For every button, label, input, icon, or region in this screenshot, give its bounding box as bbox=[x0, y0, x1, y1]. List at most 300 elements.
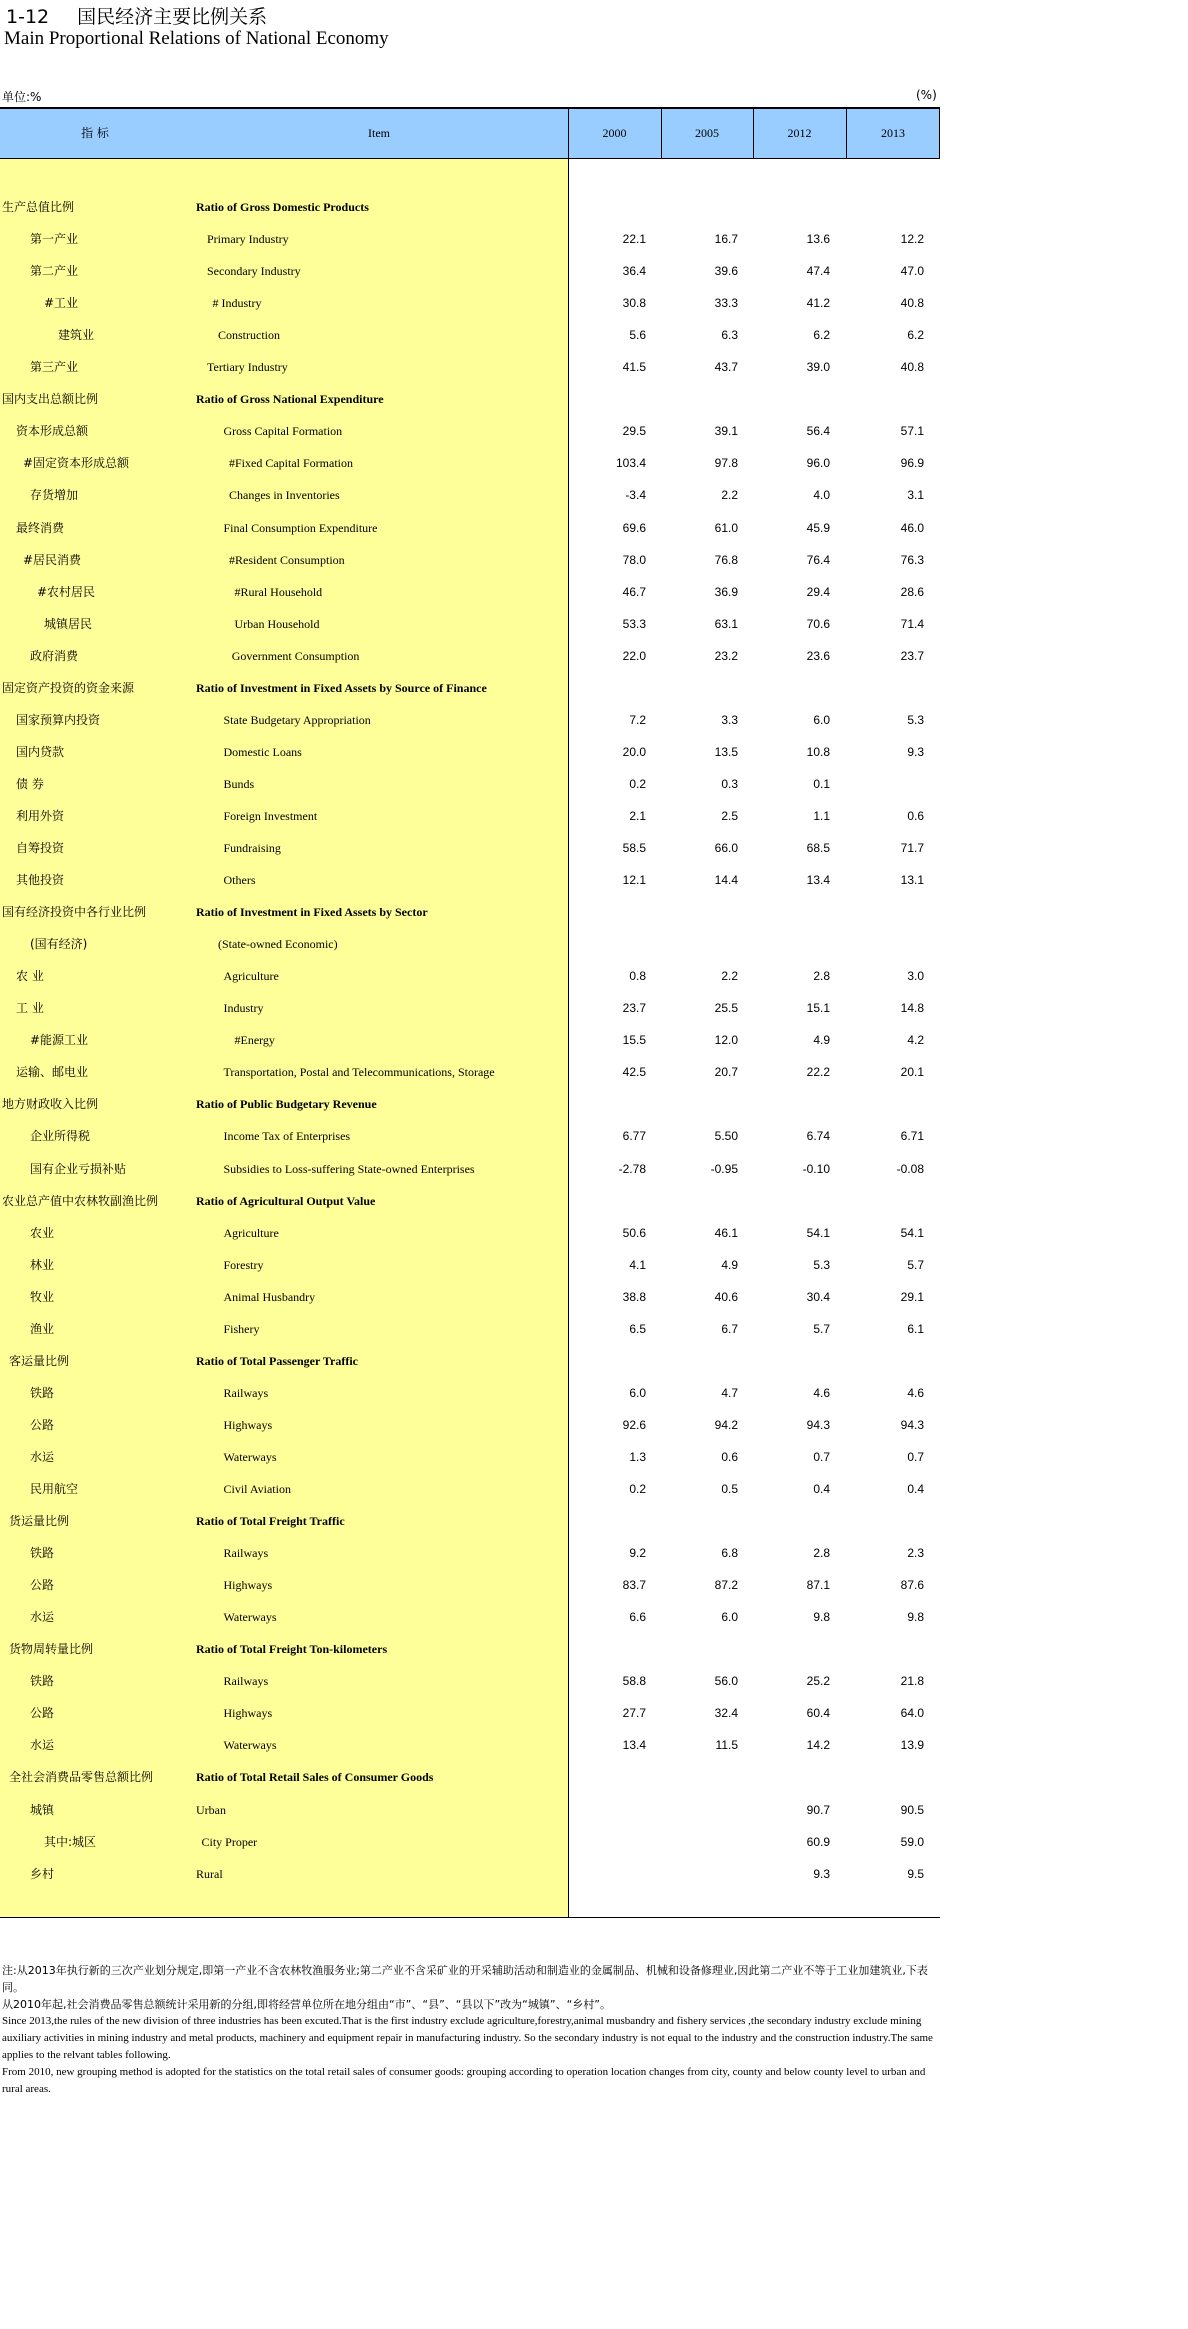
row-label-cn: 农业 bbox=[30, 1225, 55, 1240]
row-value-2013: 29.1 bbox=[900, 1289, 924, 1304]
table-row bbox=[0, 1217, 940, 1249]
row-value-2013: 13.9 bbox=[900, 1738, 924, 1753]
row-value-2005: 32.4 bbox=[714, 1706, 738, 1721]
row-label-cn: 国有经济投资中各行业比例 bbox=[2, 905, 147, 920]
row-label-en: Transportation, Postal and Telecommunications, Storage bbox=[223, 1065, 495, 1080]
row-label-cn: 全社会消费品零售总额比例 bbox=[9, 1770, 154, 1785]
row-value-2012: 39.0 bbox=[806, 360, 830, 375]
row-value-2000: 4.1 bbox=[629, 1257, 646, 1272]
row-value-2000: 69.6 bbox=[622, 520, 646, 535]
column-divider-right bbox=[939, 109, 940, 158]
row-label-en: (State-owned Economic) bbox=[218, 937, 338, 952]
row-label-cn: 固定资产投资的资金来源 bbox=[2, 680, 135, 695]
row-value-2000: 20.0 bbox=[622, 744, 646, 759]
row-label-cn: 第二产业 bbox=[30, 264, 79, 279]
row-label-en: Highways bbox=[223, 1417, 273, 1432]
row-value-2005: 25.5 bbox=[714, 1001, 738, 1016]
row-value-2000: 41.5 bbox=[622, 360, 646, 375]
row-value-2013: 64.0 bbox=[900, 1706, 924, 1721]
row-value-2012: 9.8 bbox=[813, 1610, 830, 1625]
row-label-en: Others bbox=[223, 873, 256, 888]
row-label-en: Ratio of Total Retail Sales of Consumer Goods bbox=[196, 1770, 434, 1785]
row-value-2005: 23.2 bbox=[714, 648, 738, 663]
row-value-2005: 36.9 bbox=[714, 584, 738, 599]
row-value-2005: 4.7 bbox=[721, 1385, 738, 1400]
row-label-en: Income Tax of Enterprises bbox=[223, 1129, 351, 1144]
row-label-cn: 国有企业亏损补贴 bbox=[30, 1161, 127, 1176]
row-label-cn: #居民消费 bbox=[23, 552, 82, 567]
row-label-en: # Industry bbox=[212, 296, 262, 311]
row-label-en: Ratio of Investment in Fixed Assets by Source of Finance bbox=[196, 680, 487, 695]
row-value-2000: 0.8 bbox=[629, 969, 646, 984]
table-row bbox=[0, 255, 940, 287]
row-value-2000: 83.7 bbox=[622, 1578, 646, 1593]
row-value-2012: 1.1 bbox=[813, 808, 830, 823]
footnotes bbox=[2, 1962, 938, 2098]
row-label-en: Highways bbox=[223, 1578, 273, 1593]
table-number: 1-12 bbox=[6, 6, 50, 28]
row-value-2000: 7.2 bbox=[629, 712, 646, 727]
row-value-2012: 13.6 bbox=[806, 232, 830, 247]
row-label-en: Gross Capital Formation bbox=[223, 424, 343, 439]
table-row bbox=[0, 1313, 940, 1345]
header-year-2012: 2012 bbox=[787, 126, 812, 140]
row-value-2005: 6.8 bbox=[721, 1546, 738, 1561]
row-label-en: Domestic Loans bbox=[223, 744, 302, 759]
row-label-en: Railways bbox=[223, 1674, 269, 1689]
row-value-2005: 40.6 bbox=[714, 1289, 738, 1304]
row-value-2013: 23.7 bbox=[900, 648, 924, 663]
row-value-2012: 60.4 bbox=[806, 1706, 830, 1721]
row-label-cn: 铁路 bbox=[30, 1385, 55, 1400]
table-row bbox=[0, 479, 940, 511]
row-label-cn: 运输、邮电业 bbox=[16, 1065, 89, 1080]
row-value-2013: 0.4 bbox=[907, 1482, 924, 1496]
unit-label-cn: 单位:% bbox=[2, 90, 42, 104]
table-row bbox=[0, 319, 940, 351]
row-label-en: Changes in Inventories bbox=[229, 488, 340, 503]
table-row bbox=[0, 1345, 940, 1377]
row-value-2005: 13.5 bbox=[714, 744, 738, 759]
table-row bbox=[0, 1569, 940, 1601]
title-cn-text: 国民经济主要比例关系 bbox=[77, 6, 268, 28]
row-label-cn: 国内贷款 bbox=[16, 744, 65, 759]
header-item-en: Item bbox=[368, 126, 390, 140]
row-value-2000: 5.6 bbox=[629, 328, 646, 343]
table-header bbox=[0, 109, 940, 159]
row-value-2012: 6.0 bbox=[813, 712, 830, 727]
row-value-2000: 92.6 bbox=[622, 1417, 646, 1432]
row-value-2005: 11.5 bbox=[715, 1738, 738, 1753]
row-label-cn: 农 业 bbox=[16, 969, 44, 984]
table-row bbox=[0, 383, 940, 415]
row-value-2005: 97.8 bbox=[714, 456, 738, 471]
row-value-2005: 20.7 bbox=[714, 1065, 738, 1080]
row-value-2000: 15.5 bbox=[622, 1033, 646, 1048]
table-row bbox=[0, 1537, 940, 1569]
row-label-en: #Energy bbox=[234, 1033, 275, 1048]
row-value-2012: 4.6 bbox=[813, 1385, 830, 1400]
row-label-cn: 城镇 bbox=[30, 1802, 55, 1817]
row-value-2012: 23.6 bbox=[806, 648, 830, 663]
row-value-2000: 1.3 bbox=[629, 1449, 646, 1464]
row-label-cn: 第三产业 bbox=[30, 360, 79, 375]
row-value-2013: 96.9 bbox=[900, 456, 924, 471]
row-value-2005: 63.1 bbox=[714, 616, 738, 631]
row-value-2005: 6.3 bbox=[721, 328, 738, 343]
row-value-2005: 76.8 bbox=[714, 552, 738, 567]
row-value-2012: 15.1 bbox=[806, 1001, 830, 1016]
row-value-2012: 9.3 bbox=[813, 1866, 830, 1881]
row-value-2013: 6.1 bbox=[907, 1321, 924, 1336]
row-label-cn: #工业 bbox=[44, 296, 79, 311]
row-label-en: Construction bbox=[218, 328, 280, 343]
row-value-2005: 87.2 bbox=[714, 1578, 738, 1593]
row-label-cn: 民用航空 bbox=[30, 1482, 79, 1496]
row-value-2013: 4.2 bbox=[907, 1033, 924, 1048]
row-label-cn: 最终消费 bbox=[16, 520, 65, 535]
table-row bbox=[0, 576, 940, 608]
row-label-cn: #固定资本形成总额 bbox=[23, 456, 130, 471]
row-label-en: Government Consumption bbox=[231, 648, 360, 663]
row-value-2013: 28.6 bbox=[900, 584, 924, 599]
table-row bbox=[0, 1441, 940, 1473]
row-label-cn: 水运 bbox=[30, 1449, 55, 1464]
row-value-2013: 71.7 bbox=[900, 841, 924, 855]
row-label-en: Forestry bbox=[223, 1257, 264, 1272]
table-row bbox=[0, 1794, 940, 1826]
row-label-cn: 货物周转量比例 bbox=[9, 1642, 94, 1657]
row-value-2005: 39.1 bbox=[714, 424, 738, 439]
row-value-2005: 5.50 bbox=[714, 1129, 738, 1144]
table-row bbox=[0, 960, 940, 992]
row-label-en: Ratio of Total Freight Ton-kilometers bbox=[196, 1642, 388, 1657]
table-row bbox=[0, 544, 940, 576]
row-value-2005: 3.3 bbox=[721, 712, 738, 727]
row-value-2000: 13.4 bbox=[622, 1738, 646, 1753]
row-value-2013: 14.8 bbox=[900, 1001, 924, 1016]
table-row bbox=[0, 608, 940, 640]
row-value-2005: 6.0 bbox=[721, 1610, 738, 1625]
row-label-en: Ratio of Gross Domestic Products bbox=[196, 200, 369, 214]
row-value-2013: 94.3 bbox=[900, 1417, 924, 1432]
row-value-2000: 46.7 bbox=[622, 584, 646, 599]
row-value-2012: 0.7 bbox=[813, 1449, 830, 1464]
row-value-2000: -3.4 bbox=[625, 488, 646, 503]
row-value-2000: 27.7 bbox=[622, 1706, 646, 1721]
table-row bbox=[0, 1505, 940, 1537]
row-label-cn: 自筹投资 bbox=[16, 841, 65, 855]
row-value-2013: 3.0 bbox=[907, 969, 924, 984]
row-value-2013: 40.8 bbox=[900, 296, 924, 311]
header-indicator-cn: 指 标 bbox=[81, 126, 109, 140]
note-cn-2: 从2010年起,社会消费品零售总额统计采用新的分组,即将经营单位所在地分组由“市”、“县”、“县以下”改为“城镇”、“乡村”。 bbox=[2, 1998, 611, 2011]
row-value-2013: 13.1 bbox=[900, 873, 924, 888]
row-value-2012: 68.5 bbox=[806, 841, 830, 855]
row-value-2012: 90.7 bbox=[806, 1802, 830, 1817]
row-value-2000: 6.77 bbox=[622, 1129, 646, 1144]
row-label-cn: 公路 bbox=[30, 1417, 55, 1432]
row-label-cn: #农村居民 bbox=[37, 584, 96, 599]
note-en-2: From 2010, new grouping method is adopted for the statistics on the total retail sales of consumer goods: grouping according to operation location changes from city, county and below county level to urban and rural areas. bbox=[2, 2066, 926, 2095]
row-value-2012: 0.1 bbox=[813, 776, 830, 791]
row-label-cn: 第一产业 bbox=[30, 232, 79, 247]
table-row bbox=[0, 1601, 940, 1633]
table-row bbox=[0, 1729, 940, 1761]
table-row bbox=[0, 928, 940, 960]
row-value-2013: 4.6 bbox=[907, 1385, 924, 1400]
table-row bbox=[0, 1281, 940, 1313]
table-row bbox=[0, 768, 940, 800]
row-label-cn: 林业 bbox=[30, 1257, 55, 1272]
row-label-cn: 其中:城区 bbox=[44, 1834, 97, 1849]
row-value-2000: 12.1 bbox=[622, 873, 646, 888]
table-row bbox=[0, 1120, 940, 1152]
table-row bbox=[0, 896, 940, 928]
row-value-2012: 87.1 bbox=[806, 1578, 830, 1593]
row-label-cn: 货运量比例 bbox=[9, 1514, 70, 1529]
row-value-2005: 2.2 bbox=[721, 969, 738, 984]
row-label-en: Ratio of Investment in Fixed Assets by Sector bbox=[196, 905, 428, 920]
row-label-cn: 企业所得税 bbox=[30, 1129, 91, 1144]
row-label-cn: 债 券 bbox=[16, 776, 44, 791]
row-label-en: Ratio of Public Budgetary Revenue bbox=[196, 1097, 377, 1112]
row-value-2000: 23.7 bbox=[622, 1001, 646, 1016]
row-label-cn: 城镇居民 bbox=[44, 616, 93, 631]
row-value-2005: 16.7 bbox=[714, 232, 738, 247]
table-row bbox=[0, 1826, 940, 1858]
row-label-cn: 牧业 bbox=[30, 1289, 55, 1304]
row-label-en: Railways bbox=[223, 1385, 269, 1400]
row-value-2005: -0.95 bbox=[710, 1161, 738, 1176]
table-row bbox=[0, 1761, 940, 1793]
row-label-cn: 乡村 bbox=[30, 1866, 55, 1881]
row-value-2012: -0.10 bbox=[802, 1161, 830, 1176]
row-value-2000: -2.78 bbox=[618, 1161, 646, 1176]
table-row bbox=[0, 1409, 940, 1441]
row-value-2000: 6.0 bbox=[629, 1385, 646, 1400]
header-year-2000: 2000 bbox=[602, 126, 627, 140]
row-label-en: Railways bbox=[223, 1546, 269, 1561]
table-row bbox=[0, 640, 940, 672]
header-year-2013: 2013 bbox=[881, 126, 905, 140]
row-value-2013: 12.2 bbox=[900, 232, 924, 247]
row-label-en: Urban Household bbox=[234, 616, 320, 631]
row-value-2012: 54.1 bbox=[806, 1225, 830, 1240]
row-value-2005: 0.3 bbox=[721, 776, 738, 791]
row-value-2000: 78.0 bbox=[622, 552, 646, 567]
table-row bbox=[0, 1024, 940, 1056]
column-divider-2012 bbox=[753, 109, 754, 158]
row-value-2000: 2.1 bbox=[629, 808, 646, 823]
row-value-2012: 30.4 bbox=[806, 1289, 830, 1304]
row-label-en: #Fixed Capital Formation bbox=[229, 456, 353, 471]
row-label-en: Waterways bbox=[223, 1610, 277, 1625]
row-label-en: Tertiary Industry bbox=[207, 360, 288, 375]
row-value-2013: 59.0 bbox=[900, 1834, 924, 1849]
row-value-2005: 14.4 bbox=[714, 873, 738, 888]
row-value-2012: 94.3 bbox=[806, 1417, 830, 1432]
row-value-2013: 9.3 bbox=[907, 744, 924, 759]
table-row bbox=[0, 1633, 940, 1665]
row-value-2012: 45.9 bbox=[806, 520, 830, 535]
row-label-en: Animal Husbandry bbox=[223, 1289, 316, 1304]
table-row bbox=[0, 351, 940, 383]
row-label-en: Fishery bbox=[223, 1321, 260, 1336]
row-label-cn: 铁路 bbox=[30, 1546, 55, 1561]
row-value-2012: 25.2 bbox=[806, 1674, 830, 1689]
row-value-2000: 53.3 bbox=[622, 616, 646, 631]
row-value-2000: 103.4 bbox=[615, 456, 646, 471]
table-row bbox=[0, 736, 940, 768]
table-row bbox=[0, 1665, 940, 1697]
row-value-2000: 6.5 bbox=[629, 1321, 646, 1336]
row-value-2013: 40.8 bbox=[900, 360, 924, 375]
row-value-2013: 2.3 bbox=[907, 1546, 924, 1561]
row-value-2012: 0.4 bbox=[813, 1482, 830, 1496]
table-row bbox=[0, 1377, 940, 1409]
table-row bbox=[0, 1088, 940, 1120]
row-value-2005: 61.0 bbox=[714, 520, 738, 535]
row-value-2005: 0.5 bbox=[721, 1482, 738, 1496]
row-value-2000: 58.8 bbox=[622, 1674, 646, 1689]
row-label-en: Subsidies to Loss-suffering State-owned Enterprises bbox=[223, 1161, 475, 1176]
table-row bbox=[0, 223, 940, 255]
row-label-cn: 客运量比例 bbox=[9, 1353, 70, 1368]
row-label-cn: 农业总产值中农林牧副渔比例 bbox=[2, 1193, 159, 1208]
row-label-cn: 国家预算内投资 bbox=[16, 712, 101, 727]
row-label-en: Waterways bbox=[223, 1738, 277, 1753]
row-label-cn: #能源工业 bbox=[30, 1033, 89, 1048]
table-row bbox=[0, 1858, 940, 1890]
column-divider-2013 bbox=[846, 109, 847, 158]
row-value-2000: 50.6 bbox=[622, 1225, 646, 1240]
row-label-en: Highways bbox=[223, 1706, 273, 1721]
row-label-en: Waterways bbox=[223, 1449, 277, 1464]
row-label-cn: 存货增加 bbox=[30, 488, 79, 503]
row-label-cn: 工 业 bbox=[16, 1001, 44, 1016]
table-row bbox=[0, 672, 940, 704]
row-label-cn: 国内支出总额比例 bbox=[2, 392, 99, 407]
row-label-en: Ratio of Gross National Expenditure bbox=[196, 392, 384, 407]
row-value-2005: 56.0 bbox=[714, 1674, 738, 1689]
table-row bbox=[0, 992, 940, 1024]
row-value-2012: 60.9 bbox=[806, 1834, 830, 1849]
row-value-2013: 5.3 bbox=[907, 712, 924, 727]
row-value-2012: 41.2 bbox=[806, 296, 830, 311]
row-value-2000: 0.2 bbox=[629, 1482, 646, 1496]
row-value-2000: 58.5 bbox=[622, 841, 646, 855]
row-label-en: Fundraising bbox=[223, 841, 281, 855]
row-value-2012: 6.2 bbox=[813, 328, 830, 343]
table-row bbox=[0, 704, 940, 736]
row-label-en: #Rural Household bbox=[234, 584, 323, 599]
row-value-2013: 9.5 bbox=[907, 1866, 924, 1881]
row-label-cn: 渔业 bbox=[30, 1321, 55, 1336]
row-value-2013: 71.4 bbox=[900, 616, 924, 631]
row-value-2005: 2.2 bbox=[721, 488, 738, 503]
row-value-2005: 46.1 bbox=[714, 1225, 738, 1240]
row-value-2012: 2.8 bbox=[813, 969, 830, 984]
row-label-en: Industry bbox=[223, 1001, 264, 1016]
table-row bbox=[0, 800, 940, 832]
row-value-2000: 36.4 bbox=[622, 264, 646, 279]
row-value-2000: 29.5 bbox=[622, 424, 646, 439]
column-divider-2005 bbox=[661, 109, 662, 158]
row-value-2000: 22.1 bbox=[622, 232, 646, 247]
row-value-2012: 10.8 bbox=[806, 744, 830, 759]
row-value-2000: 42.5 bbox=[622, 1065, 646, 1080]
row-label-cn: 生产总值比例 bbox=[2, 200, 75, 214]
row-label-cn: 地方财政收入比例 bbox=[2, 1097, 99, 1112]
row-value-2012: 4.9 bbox=[813, 1033, 830, 1048]
row-value-2013: 0.6 bbox=[907, 808, 924, 823]
row-value-2012: 4.0 bbox=[813, 488, 830, 503]
row-label-en: Urban bbox=[196, 1802, 226, 1817]
unit-label-en: (%) bbox=[916, 88, 937, 102]
row-value-2013: -0.08 bbox=[896, 1161, 924, 1176]
row-value-2005: 39.6 bbox=[714, 264, 738, 279]
row-value-2012: 13.4 bbox=[806, 873, 830, 888]
page-title-cn bbox=[6, 2, 267, 29]
table-row bbox=[0, 1056, 940, 1088]
row-label-cn: 铁路 bbox=[30, 1674, 55, 1689]
row-label-en: Final Consumption Expenditure bbox=[223, 520, 378, 535]
row-label-en: Ratio of Total Passenger Traffic bbox=[196, 1353, 358, 1368]
row-value-2013: 9.8 bbox=[907, 1610, 924, 1625]
row-value-2012: 96.0 bbox=[806, 456, 830, 471]
row-value-2013: 6.71 bbox=[900, 1129, 924, 1144]
row-label-en: Ratio of Agricultural Output Value bbox=[196, 1193, 376, 1208]
row-value-2013: 90.5 bbox=[900, 1802, 924, 1817]
row-value-2012: 5.7 bbox=[813, 1321, 830, 1336]
table-row bbox=[0, 1249, 940, 1281]
row-label-en: Rural bbox=[196, 1866, 223, 1881]
row-value-2000: 9.2 bbox=[629, 1546, 646, 1561]
row-value-2013: 47.0 bbox=[900, 264, 924, 279]
row-value-2013: 57.1 bbox=[900, 424, 924, 439]
row-value-2000: 30.8 bbox=[622, 296, 646, 311]
row-value-2012: 22.2 bbox=[806, 1065, 830, 1080]
table-row bbox=[0, 447, 940, 479]
row-value-2012: 47.4 bbox=[806, 264, 830, 279]
row-value-2005: 43.7 bbox=[714, 360, 738, 375]
row-label-cn: 利用外资 bbox=[16, 808, 65, 823]
row-label-cn: 公路 bbox=[30, 1706, 55, 1721]
row-value-2012: 14.2 bbox=[806, 1738, 830, 1753]
row-label-cn: 公路 bbox=[30, 1578, 55, 1593]
row-value-2005: 12.0 bbox=[714, 1033, 738, 1048]
row-value-2005: 94.2 bbox=[714, 1417, 738, 1432]
row-value-2005: 33.3 bbox=[714, 296, 738, 311]
row-label-cn: 其他投资 bbox=[16, 873, 65, 888]
row-value-2013: 54.1 bbox=[900, 1225, 924, 1240]
row-label-en: Civil Aviation bbox=[223, 1482, 291, 1496]
table-row bbox=[0, 1473, 940, 1505]
row-value-2012: 6.74 bbox=[806, 1129, 830, 1144]
row-value-2013: 20.1 bbox=[900, 1065, 924, 1080]
row-label-cn: 水运 bbox=[30, 1610, 55, 1625]
row-value-2005: 4.9 bbox=[721, 1257, 738, 1272]
table-row bbox=[0, 415, 940, 447]
table-row bbox=[0, 512, 940, 544]
row-label-cn: 水运 bbox=[30, 1738, 55, 1753]
row-label-cn: (国有经济) bbox=[30, 937, 88, 952]
note-en-1: Since 2013,the rules of the new division of three industries has been excuted.That is the first industry exclude agriculture,forestry,animal musbandry and fishery services ,the secondary industry exclude mining auxiliary activities in mining industry and metal products, machinery and equipment repair in manufacturing industry. So the secondary industry is not equal to the industry and the construction industry.The same applies to the relvant tables following. bbox=[2, 2015, 933, 2061]
row-value-2000: 38.8 bbox=[622, 1289, 646, 1304]
row-value-2012: 5.3 bbox=[813, 1257, 830, 1272]
table-row bbox=[0, 287, 940, 319]
